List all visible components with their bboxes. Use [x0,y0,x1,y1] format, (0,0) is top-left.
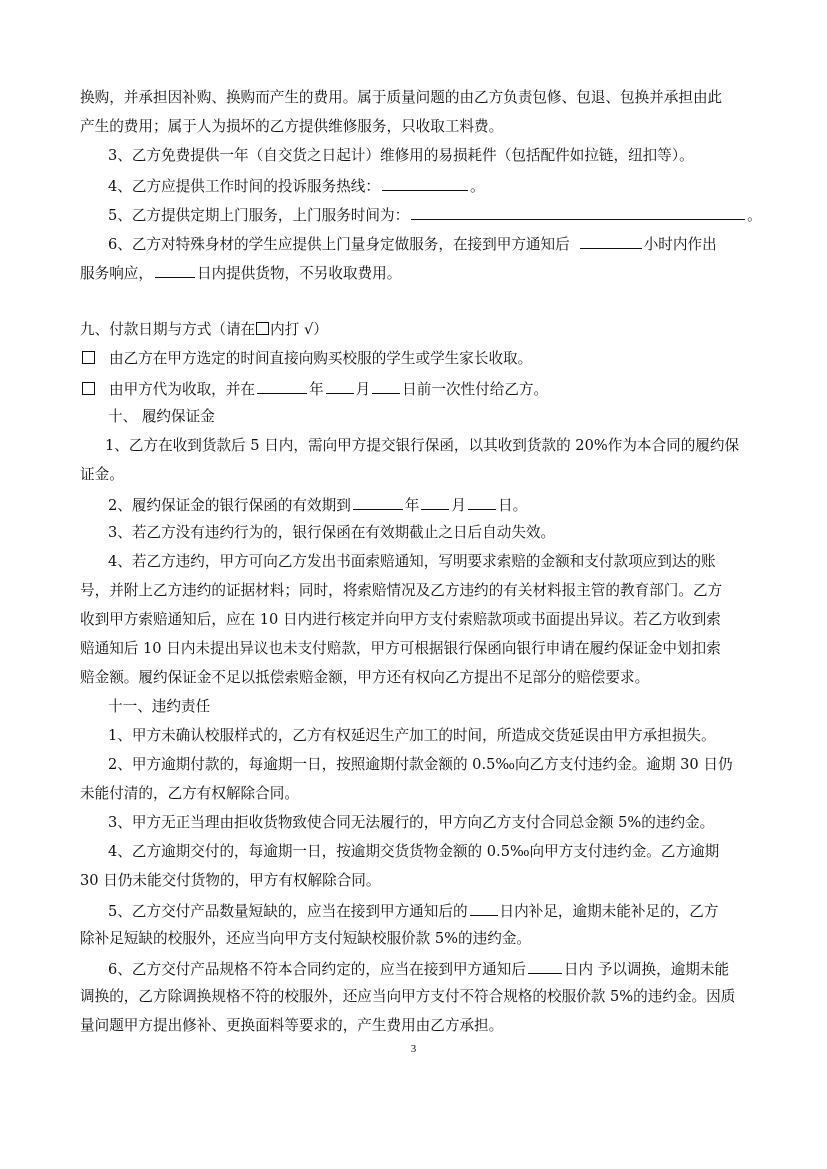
text: 号，并附上乙方违约的证据材料；同时，将索赔情况及乙方违约的有关材料报主管的教育部门。乙方 [80,582,723,599]
text: 九、付款日期与方式（请在 [80,321,256,338]
paragraph-line [80,1016,750,1036]
text: 日。 [498,497,528,514]
text: 年 [308,381,324,398]
checkbox-icon[interactable] [82,351,95,364]
clause-line [105,436,747,456]
text: 赔通知后 10 日内未提出异议也未支付赔款，甲方可根据银行保函向银行申请在履约保证金中划扣索 [80,640,721,657]
fill-blank [411,204,745,220]
text: 日前一次性付给乙方。 [402,381,549,398]
paragraph-line [80,668,750,688]
clause-line [108,813,750,833]
fill-blank [353,494,403,510]
text: 十一、违约责任 [108,698,211,715]
text: 量问题甲方提出修补、更换面料等要求的，产生费用由乙方承担。 [80,1017,504,1034]
text: 3、甲方无正当理由拒收货物致使合同无法履行的，甲方向乙方支付合同总金额 5%的违约金。 [108,814,715,831]
text: 。 [747,207,762,224]
option-line [82,378,752,400]
text: 未能付清的，乙方有权解除合同。 [80,785,299,802]
clause-line [108,146,750,166]
clause-line [108,958,750,980]
fill-blank [382,175,468,191]
text: 产生的费用；属于人为损坏的乙方提供维修服务，只收取工料费。 [80,118,504,135]
fill-blank [326,378,354,394]
fill-blank [468,494,496,510]
text: 30 日仍未能交付货物的，甲方有权解除合同。 [80,872,381,889]
text: 日内 予以调换，逾期未能 [563,961,730,978]
text: 由乙方在甲方选定的时间直接向购买校服的学生或学生家长收取。 [109,350,533,367]
paragraph-line [80,262,750,284]
paragraph-line [80,987,750,1007]
fill-blank [421,494,449,510]
clause-line [108,523,750,543]
text: 4、乙方逾期交付的，每逾期一日，按逾期交货货物金额的 0.5‰向甲方支付违约金。乙方逾期 [108,843,720,860]
paragraph-line [80,465,750,485]
section-heading [80,320,750,340]
clause-line [108,755,750,775]
clause-line [108,233,750,255]
text: 2、履约保证金的银行保函的有效期到 [108,497,351,514]
fill-blank [470,900,498,916]
clause-line [108,494,750,516]
text: 收到甲方索赔通知后，应在 10 日内进行核定并向甲方支付索赔款项或书面提出异议。若乙方收到索 [80,611,721,628]
text: 月 [355,381,371,398]
checkbox-icon [256,322,269,335]
paragraph-line [80,581,750,601]
text: 。 [469,178,485,195]
text: 换购，并承担因补购、换购而产生的费用。属于质量问题的由乙方负责包修、包退、包换并承担由此 [80,89,723,106]
text: 月 [451,497,467,514]
text: 调换的，乙方除调换规格不符的校服外，还应当向甲方支付不符合规格的校服价款 5%的违约金。因质 [80,988,736,1005]
fill-blank [155,262,195,278]
text: 5、乙方提供定期上门服务，上门服务时间为： [108,207,410,224]
clause-line [108,204,762,226]
clause-line [108,726,750,746]
clause-line [108,552,750,572]
text: 日内补足，逾期未能补足的，乙方 [499,903,719,920]
text: 由甲方代为收取，并在 [109,381,255,398]
page-number: 3 [410,1043,417,1055]
fill-blank [257,378,307,394]
paragraph-line [80,639,750,659]
text: 2、甲方逾期付款的，每逾期一日，按照逾期付款金额的 0.5‰向乙方支付违约金。逾期 30 日仍 [108,756,733,773]
text: 6、乙方对特殊身材的学生应提供上门量身定做服务，在接到甲方通知后 [108,236,570,253]
paragraph-line [80,871,750,891]
paragraph-line [80,784,750,804]
text: 1、甲方未确认校服样式的，乙方有权延迟生产加工的时间，所造成交货延误由甲方承担损失。 [108,727,716,744]
text: 年 [404,497,420,514]
text: 1、乙方在收到货款后 5 日内，需向甲方提交银行保函，以其收到货款的 20%作为本合同的履约保 [105,437,740,454]
text: 5、乙方交付产品数量短缺的，应当在接到甲方通知后的 [108,903,468,920]
paragraph-line [80,929,750,949]
text: 十、 履约保证金 [108,408,215,425]
option-line [82,349,752,369]
clause-line [108,900,750,922]
text: 赔金额。履约保证金不足以抵偿索赔金额，甲方还有权向乙方提出不足部分的赔偿要求。 [80,669,650,686]
checkbox-icon[interactable] [82,382,95,395]
section-heading [108,407,750,427]
clause-line [108,175,750,197]
text: 内打 √） [270,321,328,338]
fill-blank [372,378,400,394]
text: 6、乙方交付产品规格不符本合同约定的，应当在接到甲方通知后 [108,961,526,978]
text: 3、若乙方没有违约行为的，银行保函在有效期截止之日后自动失效。 [108,524,556,541]
paragraph-line [80,88,750,108]
fill-blank [528,958,562,974]
text: 证金。 [80,466,124,483]
paragraph-line [80,117,750,137]
fill-blank [580,233,642,249]
text: 3、乙方免费提供一年（自交货之日起计）维修用的易损耗件（包括配件如拉链，纽扣等）。 [108,147,694,164]
text: 除补足短缺的校服外，还应当向甲方支付短缺校服价款 5%的违约金。 [80,930,532,947]
text: 4、若乙方违约，甲方可向乙方发出书面索赔通知，写明要求索赔的金额和支付款项应到达的账 [108,553,716,570]
text: 小时内作出 [643,236,717,253]
text: 日内提供货物，不另收取费用。 [196,265,402,282]
paragraph-line [80,610,750,630]
clause-line [108,842,750,862]
section-heading [108,697,750,717]
text: 服务响应， [80,265,153,282]
text: 4、乙方应提供工作时间的投诉服务热线： [108,178,380,195]
